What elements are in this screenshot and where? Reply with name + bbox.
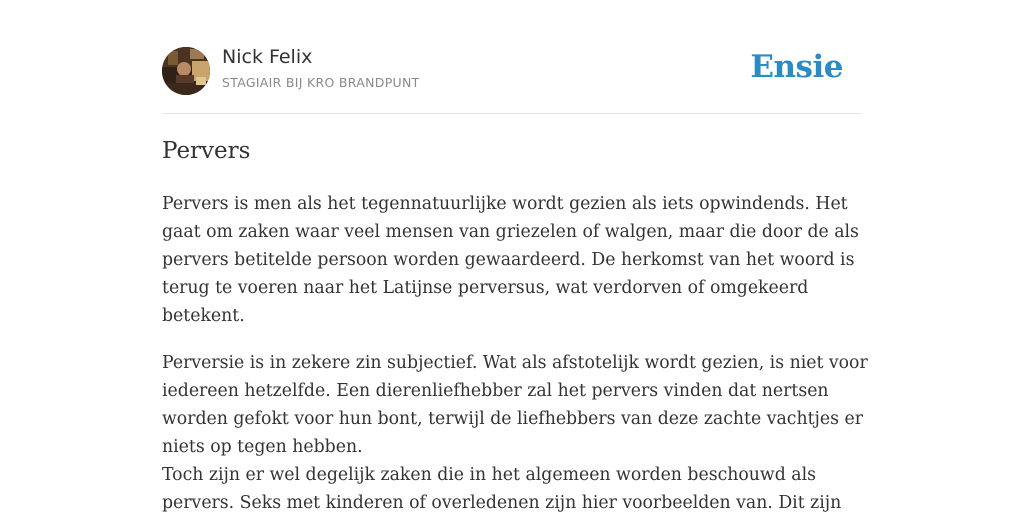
avatar[interactable] — [162, 47, 210, 95]
paragraph-line: niets op tegen hebben. — [162, 437, 363, 457]
paragraph-line: Pervers is men als het tegennatuurlijke wordt gezien als iets opwindends. Het — [162, 194, 848, 214]
paragraph-line: terug te voeren naar het Latijnse perversus, wat verdorven of omgekeerd — [162, 278, 809, 298]
paragraph-line: Toch zijn er wel degelijk zaken die in het algemeen worden beschouwd als — [162, 465, 816, 485]
ensie-logo[interactable]: Ensie — [750, 49, 843, 85]
paragraph-gap — [162, 330, 862, 349]
header-divider — [162, 113, 862, 114]
avatar-photo-icon — [162, 47, 210, 95]
paragraph-line: worden gefokt voor hun bont, terwijl de liefhebbers van deze zachte vachtjes er — [162, 409, 863, 429]
author-header — [162, 46, 862, 96]
paragraph-line: gaat om zaken waar veel mensen van griezelen of walgen, maar die door de als — [162, 222, 859, 242]
article-body — [162, 190, 868, 512]
author-role: STAGIAIR BIJ KRO BRANDPUNT — [222, 75, 420, 90]
author-name[interactable]: Nick Felix — [222, 46, 313, 68]
paragraph-line: iedereen hetzelfde. Een dierenliefhebber zal het pervers vinden dat nertsen — [162, 381, 829, 401]
paragraph-line: pervers betitelde persoon worden gewaardeerd. De herkomst van het woord is — [162, 250, 855, 270]
paragraph-line: betekent. — [162, 306, 245, 326]
paragraph-line: pervers. Seks met kinderen of overledenen zijn hier voorbeelden van. Dit zijn — [162, 493, 842, 512]
article-title: Pervers — [162, 138, 251, 164]
paragraph-line: Perversie is in zekere zin subjectief. Wat als afstotelijk wordt gezien, is niet voor — [162, 353, 868, 373]
